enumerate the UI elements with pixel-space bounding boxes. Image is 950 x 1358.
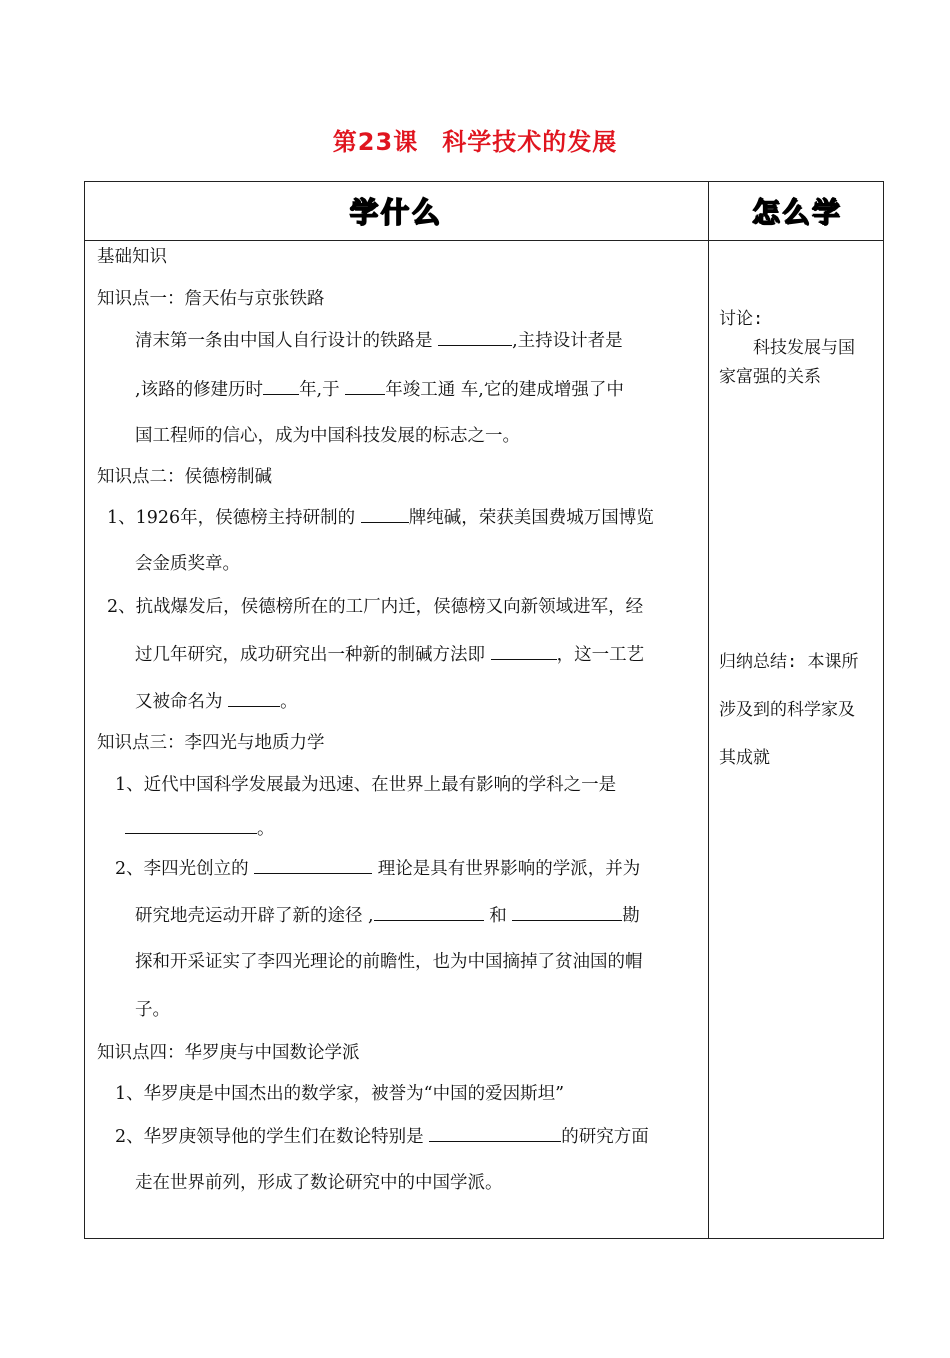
kp3-item1-line2: 。 xyxy=(125,817,275,840)
kp1-line2: ,该路的修建历时 年,于 年竣工通 车,它的建成增强了中 xyxy=(135,380,624,400)
fill-blank[interactable] xyxy=(263,378,299,395)
fill-blank[interactable] xyxy=(374,904,484,921)
kp3-item1-line1: 1、近代中国科学发展最为迅速、在世界上最有影响的学科之一是 xyxy=(115,775,617,795)
kp4-heading: 知识点四：华罗庚与中国数论学派 xyxy=(97,1043,360,1063)
lesson-number: 第23课 xyxy=(332,128,419,156)
kp2-heading: 知识点二：侯德榜制碱 xyxy=(97,467,272,487)
column-divider xyxy=(708,182,709,1238)
lesson-table xyxy=(84,181,884,1239)
fill-blank[interactable] xyxy=(512,904,622,921)
summary-line1: 归纳总结: 本课所 xyxy=(719,652,859,672)
header-divider xyxy=(85,240,883,241)
kp1-line3: 国工程师的信心，成为中国科技发展的标志之一。 xyxy=(135,426,520,446)
fill-blank[interactable] xyxy=(228,690,280,707)
kp3-item2-line4: 子。 xyxy=(135,1000,170,1020)
discuss-line1: 科技发展与国 xyxy=(753,338,855,358)
discuss-line2: 家富强的关系 xyxy=(719,367,821,387)
kp3-heading: 知识点三：李四光与地质力学 xyxy=(97,733,325,753)
kp2-item2-line1: 2、抗战爆发后，侯德榜所在的工厂内迁，侯德榜又向新领域进军，经 xyxy=(107,597,644,617)
fill-blank[interactable] xyxy=(125,817,257,834)
kp2-item2-line3: 又被命名为 。 xyxy=(135,692,298,712)
kp2-item1-line2: 会金质奖章。 xyxy=(135,554,240,574)
kp3-item2-line3: 探和开采证实了李四光理论的前瞻性，也为中国摘掉了贫油国的帽 xyxy=(135,952,643,972)
kp1-line1: 清末第一条由中国人自行设计的铁路是 ,主持设计者是 xyxy=(135,331,623,351)
header-how-to-learn xyxy=(709,182,885,240)
header-how-to-learn-label: 怎么学 xyxy=(751,196,842,229)
discuss-label: 讨论: xyxy=(719,309,764,329)
page-title xyxy=(0,122,950,157)
kp2-item2-line2: 过几年研究，成功研究出一种新的制碱方法即 ，这一工艺 xyxy=(135,645,645,665)
kp1-heading: 知识点一：詹天佑与京张铁路 xyxy=(97,289,325,309)
fill-blank[interactable] xyxy=(429,1125,561,1142)
section-title: 基础知识 xyxy=(97,247,167,267)
fill-blank[interactable] xyxy=(438,329,512,346)
kp2-item1-line1: 1、1926年，侯德榜主持研制的 牌纯碱，荣获美国费城万国博览 xyxy=(107,508,654,528)
kp4-item1: 1、华罗庚是中国杰出的数学家，被誉为“中国的爱因斯坦” xyxy=(115,1084,565,1104)
header-what-to-learn xyxy=(85,182,708,240)
kp3-item2-line2: 研究地壳运动开辟了新的途径 , 和 勘 xyxy=(135,906,640,926)
fill-blank[interactable] xyxy=(361,506,409,523)
lesson-title: 科学技术的发展 xyxy=(442,128,618,156)
kp4-item2-line2: 走在世界前列，形成了数论研究中的中国学派。 xyxy=(135,1173,503,1193)
summary-line3: 其成就 xyxy=(719,748,770,768)
summary-line2: 涉及到的科学家及 xyxy=(719,700,855,720)
fill-blank[interactable] xyxy=(491,643,557,660)
header-what-to-learn-label: 学什么 xyxy=(349,196,443,229)
fill-blank[interactable] xyxy=(345,378,385,395)
kp4-item2-line1: 2、华罗庚领导他的学生们在数论特别是 的研究方面 xyxy=(115,1127,649,1147)
kp3-item2-line1: 2、李四光创立的 理论是具有世界影响的学派，并为 xyxy=(115,859,641,879)
fill-blank[interactable] xyxy=(254,857,372,874)
